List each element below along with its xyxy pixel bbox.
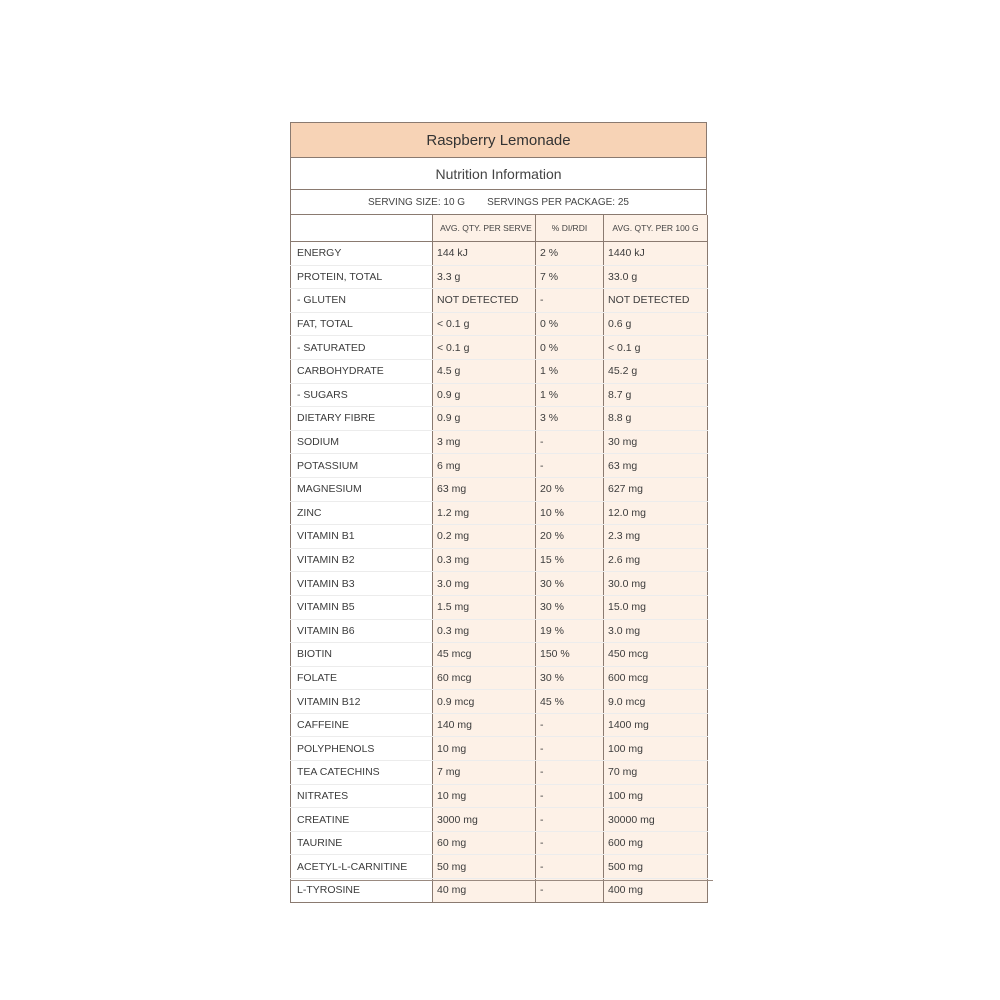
per-100g-value: 30.0 mg [604, 572, 708, 596]
nutrient-name: - GLUTEN [291, 289, 433, 313]
di-rdi-value: 0 % [536, 336, 604, 360]
product-title: Raspberry Lemonade [290, 122, 707, 158]
per-serve-value: 0.9 g [433, 407, 536, 431]
nutrient-name: TAURINE [291, 831, 433, 855]
di-rdi-value: - [536, 737, 604, 761]
table-row [291, 619, 708, 643]
di-rdi-value: 1 % [536, 383, 604, 407]
per-100g-value: 1440 kJ [604, 242, 708, 266]
per-100g-value: 100 mg [604, 737, 708, 761]
per-100g-value: 600 mg [604, 831, 708, 855]
per-serve-value: 50 mg [433, 855, 536, 879]
nutrient-name: ENERGY [291, 242, 433, 266]
per-100g-value: 2.6 mg [604, 548, 708, 572]
table-row [291, 690, 708, 714]
per-serve-value: 1.5 mg [433, 595, 536, 619]
per-100g-value: NOT DETECTED [604, 289, 708, 313]
bottom-divider [290, 880, 713, 881]
per-100g-value: 12.0 mg [604, 501, 708, 525]
per-serve-value: 60 mg [433, 831, 536, 855]
nutrient-name: MAGNESIUM [291, 477, 433, 501]
per-100g-value: 63 mg [604, 454, 708, 478]
table-row [291, 666, 708, 690]
per-serve-value: 6 mg [433, 454, 536, 478]
nutrient-name: PROTEIN, TOTAL [291, 265, 433, 289]
nutrient-name: ACETYL-L-CARNITINE [291, 855, 433, 879]
table-row [291, 312, 708, 336]
nutrient-name: FAT, TOTAL [291, 312, 433, 336]
per-serve-value: 63 mg [433, 477, 536, 501]
di-rdi-value: 3 % [536, 407, 604, 431]
table-row [291, 265, 708, 289]
per-serve-value: 10 mg [433, 784, 536, 808]
per-100g-value: 400 mg [604, 879, 708, 903]
table-row [291, 572, 708, 596]
di-rdi-value: - [536, 855, 604, 879]
nutrient-name: - SATURATED [291, 336, 433, 360]
per-serve-value: 0.9 g [433, 383, 536, 407]
di-rdi-value: 1 % [536, 359, 604, 383]
per-serve-value: 4.5 g [433, 359, 536, 383]
di-rdi-value: 15 % [536, 548, 604, 572]
per-100g-value: 100 mg [604, 784, 708, 808]
per-serve-value: 7 mg [433, 761, 536, 785]
header-nutrient [291, 215, 433, 242]
table-row [291, 383, 708, 407]
per-100g-value: 2.3 mg [604, 525, 708, 549]
per-100g-value: 3.0 mg [604, 619, 708, 643]
per-serve-value: 3000 mg [433, 808, 536, 832]
di-rdi-value: - [536, 713, 604, 737]
per-serve-value: 0.3 mg [433, 619, 536, 643]
table-row [291, 713, 708, 737]
table-row [291, 784, 708, 808]
table-row [291, 761, 708, 785]
nutrient-name: SODIUM [291, 430, 433, 454]
table-row [291, 808, 708, 832]
di-rdi-value: 20 % [536, 477, 604, 501]
di-rdi-value: - [536, 784, 604, 808]
per-100g-value: 15.0 mg [604, 595, 708, 619]
table-row [291, 525, 708, 549]
per-serve-value: 0.2 mg [433, 525, 536, 549]
per-serve-value: 1.2 mg [433, 501, 536, 525]
per-serve-value: 10 mg [433, 737, 536, 761]
per-serve-value: < 0.1 g [433, 336, 536, 360]
per-serve-value: 60 mcg [433, 666, 536, 690]
table-row [291, 548, 708, 572]
per-serve-value: 45 mcg [433, 643, 536, 667]
table-row [291, 855, 708, 879]
per-serve-value: 40 mg [433, 879, 536, 903]
per-serve-value: 3.3 g [433, 265, 536, 289]
nutrient-name: POTASSIUM [291, 454, 433, 478]
di-rdi-value: - [536, 289, 604, 313]
table-row [291, 289, 708, 313]
table-row [291, 454, 708, 478]
table-row [291, 477, 708, 501]
nutrition-table [290, 215, 708, 903]
nutrient-name: VITAMIN B1 [291, 525, 433, 549]
per-serve-value: < 0.1 g [433, 312, 536, 336]
di-rdi-value: 45 % [536, 690, 604, 714]
nutrient-name: VITAMIN B5 [291, 595, 433, 619]
per-100g-value: 8.7 g [604, 383, 708, 407]
table-row [291, 407, 708, 431]
per-100g-value: 0.6 g [604, 312, 708, 336]
nutrient-name: VITAMIN B2 [291, 548, 433, 572]
table-row [291, 242, 708, 266]
per-100g-value: 600 mcg [604, 666, 708, 690]
per-100g-value: 500 mg [604, 855, 708, 879]
nutrient-name: CARBOHYDRATE [291, 359, 433, 383]
nutrient-name: VITAMIN B6 [291, 619, 433, 643]
di-rdi-value: 30 % [536, 572, 604, 596]
nutrition-panel [290, 122, 707, 903]
di-rdi-value: 10 % [536, 501, 604, 525]
servings-per-package: SERVINGS PER PACKAGE: 25 [487, 196, 629, 208]
per-100g-value: 1400 mg [604, 713, 708, 737]
di-rdi-value: 30 % [536, 595, 604, 619]
table-row [291, 595, 708, 619]
per-100g-value: 30 mg [604, 430, 708, 454]
per-100g-value: < 0.1 g [604, 336, 708, 360]
nutrient-name: CAFFEINE [291, 713, 433, 737]
per-serve-value: 144 kJ [433, 242, 536, 266]
di-rdi-value: - [536, 454, 604, 478]
di-rdi-value: 0 % [536, 312, 604, 336]
nutrient-name: FOLATE [291, 666, 433, 690]
table-row [291, 359, 708, 383]
table-row [291, 643, 708, 667]
per-100g-value: 9.0 mcg [604, 690, 708, 714]
per-100g-value: 30000 mg [604, 808, 708, 832]
nutrient-name: - SUGARS [291, 383, 433, 407]
di-rdi-value: 7 % [536, 265, 604, 289]
di-rdi-value: 2 % [536, 242, 604, 266]
table-row [291, 831, 708, 855]
di-rdi-value: - [536, 831, 604, 855]
nutrient-name: CREATINE [291, 808, 433, 832]
di-rdi-value: - [536, 761, 604, 785]
per-serve-value: NOT DETECTED [433, 289, 536, 313]
per-100g-value: 70 mg [604, 761, 708, 785]
nutrient-name: ZINC [291, 501, 433, 525]
nutrient-name: DIETARY FIBRE [291, 407, 433, 431]
per-100g-value: 450 mcg [604, 643, 708, 667]
per-100g-value: 627 mg [604, 477, 708, 501]
per-serve-value: 140 mg [433, 713, 536, 737]
table-row [291, 501, 708, 525]
per-100g-value: 45.2 g [604, 359, 708, 383]
header-per-100g: AVG. QTY. PER 100 G [604, 215, 708, 242]
di-rdi-value: 150 % [536, 643, 604, 667]
di-rdi-value: 19 % [536, 619, 604, 643]
nutrient-name: TEA CATECHINS [291, 761, 433, 785]
nutrient-name: VITAMIN B12 [291, 690, 433, 714]
di-rdi-value: 30 % [536, 666, 604, 690]
di-rdi-value: - [536, 808, 604, 832]
table-row [291, 737, 708, 761]
serving-info [290, 190, 707, 215]
per-100g-value: 8.8 g [604, 407, 708, 431]
table-row [291, 430, 708, 454]
table-header-row [291, 215, 708, 242]
panel-title: Nutrition Information [290, 158, 707, 190]
per-100g-value: 33.0 g [604, 265, 708, 289]
per-serve-value: 0.9 mcg [433, 690, 536, 714]
nutrient-name: BIOTIN [291, 643, 433, 667]
nutrient-name: NITRATES [291, 784, 433, 808]
serving-size: SERVING SIZE: 10 G [368, 196, 466, 208]
di-rdi-value: - [536, 879, 604, 903]
di-rdi-value: 20 % [536, 525, 604, 549]
per-serve-value: 3.0 mg [433, 572, 536, 596]
header-di-rdi: % DI/RDI [536, 215, 604, 242]
di-rdi-value: - [536, 430, 604, 454]
table-row [291, 879, 708, 903]
per-serve-value: 0.3 mg [433, 548, 536, 572]
header-per-serve: AVG. QTY. PER SERVE [433, 215, 536, 242]
table-row [291, 336, 708, 360]
nutrient-name: POLYPHENOLS [291, 737, 433, 761]
nutrient-name: VITAMIN B3 [291, 572, 433, 596]
nutrient-name: L-TYROSINE [291, 879, 433, 903]
per-serve-value: 3 mg [433, 430, 536, 454]
